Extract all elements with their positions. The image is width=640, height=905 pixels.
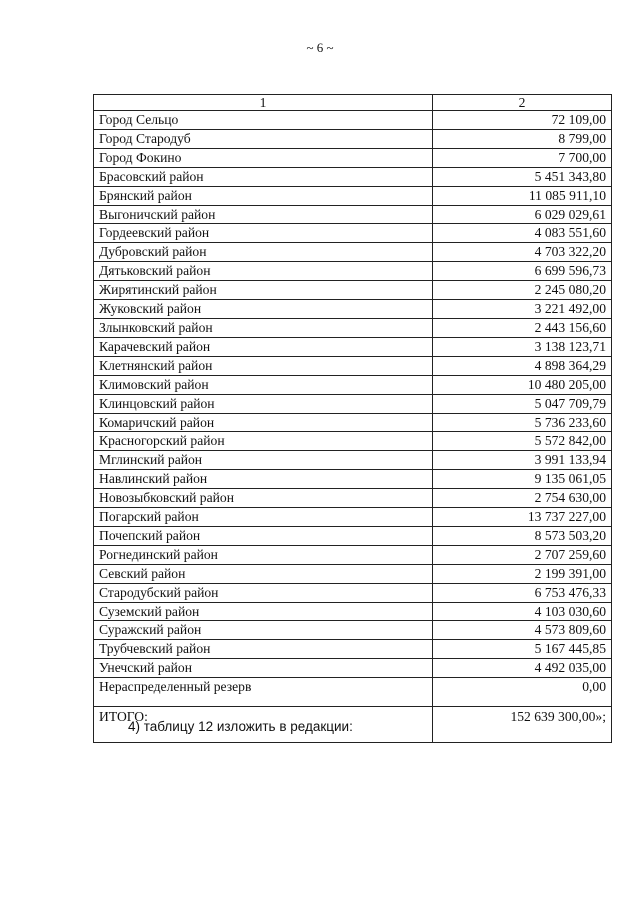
table-body (94, 111, 612, 743)
table-row (94, 413, 612, 432)
table-row (94, 300, 612, 319)
district-name-cell: Брасовский район (94, 167, 433, 186)
table-row (94, 545, 612, 564)
amount-cell: 2 443 156,60 (433, 318, 612, 337)
district-name-cell: Погарский район (94, 508, 433, 527)
table-row (94, 129, 612, 148)
table-row (94, 337, 612, 356)
district-name-cell: Гордеевский район (94, 224, 433, 243)
header-row (94, 95, 612, 111)
district-name-cell: Трубчевский район (94, 640, 433, 659)
amount-cell: 5 572 842,00 (433, 432, 612, 451)
district-name-cell: Климовский район (94, 375, 433, 394)
amount-cell: 4 083 551,60 (433, 224, 612, 243)
amount-cell: 5 047 709,79 (433, 394, 612, 413)
amount-cell: 11 085 911,10 (433, 186, 612, 205)
amount-cell: 10 480 205,00 (433, 375, 612, 394)
amount-cell: 2 199 391,00 (433, 564, 612, 583)
table-row (94, 621, 612, 640)
table-row (94, 640, 612, 659)
table-row (94, 111, 612, 130)
amount-cell: 6 753 476,33 (433, 583, 612, 602)
table-row (94, 659, 612, 678)
column-header-1: 1 (94, 95, 433, 111)
table-row (94, 508, 612, 527)
reserve-row (94, 678, 612, 707)
amount-cell: 2 707 259,60 (433, 545, 612, 564)
district-name-cell: Дятьковский район (94, 262, 433, 281)
amount-cell: 9 135 061,05 (433, 470, 612, 489)
district-name-cell: Город Сельцо (94, 111, 433, 130)
table-row (94, 432, 612, 451)
amount-cell: 3 221 492,00 (433, 300, 612, 319)
page-number: ~ 6 ~ (306, 40, 334, 55)
distribution-table (93, 94, 612, 743)
table-row (94, 148, 612, 167)
table-row (94, 281, 612, 300)
amount-cell: 2 754 630,00 (433, 489, 612, 508)
district-name-cell: Севский район (94, 564, 433, 583)
district-name-cell: Жирятинский район (94, 281, 433, 300)
table-row (94, 489, 612, 508)
table-row (94, 186, 612, 205)
district-name-cell: Навлинский район (94, 470, 433, 489)
amount-cell: 3 138 123,71 (433, 337, 612, 356)
district-name-cell: Почепский район (94, 526, 433, 545)
amount-cell: 6 029 029,61 (433, 205, 612, 224)
district-name-cell: Брянский район (94, 186, 433, 205)
table-row (94, 602, 612, 621)
amount-cell: 5 167 445,85 (433, 640, 612, 659)
amount-cell: 0,00 (433, 678, 612, 707)
amount-cell: 4 492 035,00 (433, 659, 612, 678)
district-name-cell: Клинцовский район (94, 394, 433, 413)
district-name-cell: Жуковский район (94, 300, 433, 319)
table-row (94, 224, 612, 243)
amount-cell: 2 245 080,20 (433, 281, 612, 300)
table-row (94, 470, 612, 489)
district-name-cell: Город Фокино (94, 148, 433, 167)
table-row (94, 394, 612, 413)
amount-cell: 7 700,00 (433, 148, 612, 167)
district-name-cell: Город Стародуб (94, 129, 433, 148)
amount-cell: 3 991 133,94 (433, 451, 612, 470)
district-name-cell: Клетнянский район (94, 356, 433, 375)
table-row (94, 262, 612, 281)
amount-cell: 13 737 227,00 (433, 508, 612, 527)
district-name-cell: Рогнединский район (94, 545, 433, 564)
district-name-cell: Суземский район (94, 602, 433, 621)
district-name-cell: Дубровский район (94, 243, 433, 262)
district-name-cell: Унечский район (94, 659, 433, 678)
table-row (94, 205, 612, 224)
district-name-cell: Красногорский район (94, 432, 433, 451)
district-name-cell: Стародубский район (94, 583, 433, 602)
district-name-cell: Нераспределенный резерв (94, 678, 433, 707)
table-row (94, 318, 612, 337)
table-row (94, 375, 612, 394)
table-row (94, 451, 612, 470)
amount-cell: 4 573 809,60 (433, 621, 612, 640)
amount-cell: 4 703 322,20 (433, 243, 612, 262)
district-name-cell: Злынковский район (94, 318, 433, 337)
amount-cell: 72 109,00 (433, 111, 612, 130)
amount-cell: 5 451 343,80 (433, 167, 612, 186)
district-name-cell: ИТОГО: (94, 707, 433, 743)
table-row (94, 526, 612, 545)
table-row (94, 356, 612, 375)
district-name-cell: Новозыбковский район (94, 489, 433, 508)
table-row (94, 564, 612, 583)
instruction-text: 4) таблицу 12 изложить в редакции: (128, 719, 353, 734)
amount-cell: 8 573 503,20 (433, 526, 612, 545)
district-name-cell: Карачевский район (94, 337, 433, 356)
district-name-cell: Суражский район (94, 621, 433, 640)
district-name-cell: Мглинский район (94, 451, 433, 470)
amount-cell: 6 699 596,73 (433, 262, 612, 281)
district-name-cell: Комаричский район (94, 413, 433, 432)
table-row (94, 243, 612, 262)
amount-cell: 152 639 300,00»; (433, 707, 612, 743)
amount-cell: 4 898 364,29 (433, 356, 612, 375)
amount-cell: 8 799,00 (433, 129, 612, 148)
table-row (94, 583, 612, 602)
amount-cell: 5 736 233,60 (433, 413, 612, 432)
column-header-2: 2 (433, 95, 612, 111)
table-row (94, 167, 612, 186)
district-name-cell: Выгоничский район (94, 205, 433, 224)
amount-cell: 4 103 030,60 (433, 602, 612, 621)
